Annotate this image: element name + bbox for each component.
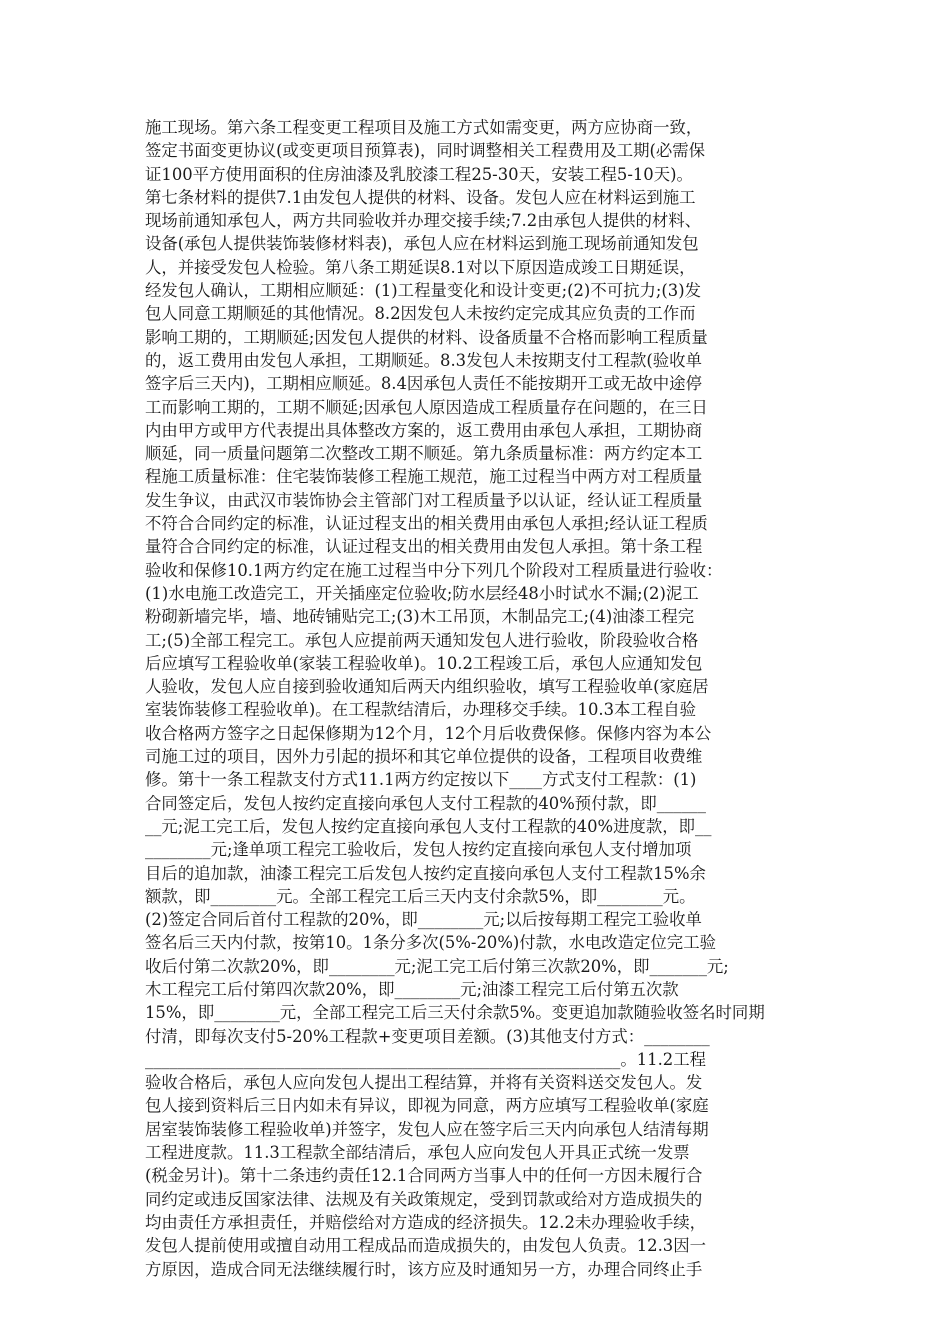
text-line-32: ________元;逢单项工程完工验收后，发包人按约定直接向承包人支付增加项 (145, 840, 692, 860)
text-line-40: 付清，即每次支付5-20%工程款+变更项目差额。(3)其他支付方式：________ (145, 1026, 710, 1046)
text-line-50: 方原因，造成合同无法继续履行时，该方应及时通知另一方，办理合同终止手 (145, 1259, 703, 1279)
text-line-7: 人，并接受发包人检验。第八条工期延误8.1对以下原因造成竣工日期延误， (145, 257, 696, 277)
text-line-13: 工而影响工期的，工期不顺延;因承包人原因造成工程质量存在问题的，在三日 (145, 397, 708, 417)
text-line-49: 发包人提前使用或擅自动用工程成品而造成损失的，由发包人负责。12.3因一 (145, 1236, 706, 1256)
text-line-4: 第七条材料的提供7.1由发包人提供的材料、设备。发包人应在材料运到施工 (145, 187, 696, 207)
text-line-18: 不符合合同约定的标准，认证过程支出的相关费用由承包人承担;经认证工程质 (145, 514, 708, 534)
text-line-42: 验收合格后，承包人应向发包人提出工程结算，并将有关资料送交发包人。发 (145, 1073, 703, 1093)
text-line-11: 的，返工费用由发包人承担，工期顺延。8.3发包人未按期支付工程款(验收单 (145, 350, 702, 370)
text-line-33: 目后的追加款，油漆工程完工后发包人按约定直接向承包人支付工程款15%余 (145, 863, 706, 883)
text-line-28: 司施工过的项目，因外力引起的损坏和其它单位提供的设备，工程项目收费维 (145, 747, 703, 767)
text-line-41: __________________________________________________________。11.2工程 (145, 1049, 706, 1069)
text-line-34: 额款，即________元。全部工程完工后三天内支付余款5%，即________元。 (145, 886, 696, 906)
text-line-15: 顺延，同一质量问题第二次整改工期不顺延。第九条质量标准：两方约定本工 (145, 444, 703, 464)
text-line-10: 影响工期的，工期顺延;因发包人提供的材料、设备质量不合格而影响工程质量 (145, 327, 708, 347)
text-line-24: 后应填写工程验收单(家装工程验收单)。10.2工程竣工后，承包人应通知发包 (145, 653, 703, 673)
text-line-36: 签名后三天内付款，按第10。1条分多次(5%-20%)付款，水电改造定位完工验 (145, 933, 716, 953)
text-line-30: 合同签定后，发包人按约定直接向承包人支付工程款的40%预付款，即______ (145, 793, 706, 813)
text-line-6: 设备(承包人提供装饰装修材料表)，承包人应在材料运到施工现场前通知发包 (145, 234, 699, 254)
text-line-9: 包人同意工期顺延的其他情况。8.2因发包人未按约定完成其应负责的工作而 (145, 304, 696, 324)
text-line-43: 包人接到资料后三日内如未有异议，即视为同意，两方应填写工程验收单(家庭 (145, 1096, 709, 1116)
text-line-8: 经发包人确认，工期相应顺延：(1)工程量变化和设计变更;(2)不可抗力;(3)发 (145, 281, 702, 301)
text-line-17: 发生争议，由武汉市装饰协会主管部门对工程质量予以认证，经认证工程质量 (145, 490, 703, 510)
text-line-20: 验收和保修10.1两方约定在施工过程当中分下列几个阶段对工程质量进行验收： (145, 560, 723, 580)
text-line-37: 收后付第二次款20%，即________元;泥工完工后付第三次款20%，即_______元; (145, 956, 729, 976)
text-line-45: 工程进度款。11.3工程款全部结清后，承包人应向发包人开具正式统一发票 (145, 1143, 690, 1163)
text-line-26: 室装饰装修工程验收单)。在工程款结清后，办理移交手续。10.3本工程自验 (145, 700, 696, 720)
text-line-38: 木工程完工后付第四次款20%，即________元;油漆工程完工后付第五次款 (145, 979, 679, 999)
text-line-5: 现场前通知承包人，两方共同验收并办理交接手续;7.2由承包人提供的材料、 (145, 211, 702, 231)
text-line-31: __元;泥工完工后，发包人按约定直接向承包人支付工程款的40%进度款，即__ (145, 816, 712, 836)
text-line-21: (1)水电施工改造完工，开关插座定位验收;防水层经48小时试水不漏;(2)泥工 (145, 583, 699, 603)
text-line-29: 修。第十一条工程款支付方式11.1两方约定按以下____方式支付工程款：(1) (145, 770, 697, 790)
text-line-39: 15%，即________元，全部工程完工后三天付余款5%。变更追加款随验收签名时同期 (145, 1003, 765, 1023)
text-line-1: 施工现场。第六条工程变更工程项目及施工方式如需变更，两方应协商一致， (145, 118, 703, 137)
text-line-22: 粉砌新墙完毕，墙、地砖铺贴完工;(3)木工吊顶，木制品完工;(4)油漆工程完 (145, 607, 695, 627)
text-line-12: 签字后三天内)，工期相应顺延。8.4因承包人责任不能按期开工或无故中途停 (145, 374, 702, 394)
text-line-19: 量符合合同约定的标准，认证过程支出的相关费用由发包人承担。第十条工程 (145, 537, 703, 557)
text-line-16: 程施工质量标准：住宅装饰装修工程施工规范，施工过程当中两方对工程质量 (145, 467, 703, 487)
document-body (145, 116, 817, 1281)
text-line-14: 内由甲方或甲方代表提出具体整改方案的，返工费用由承包人承担，工期协商 (145, 420, 703, 440)
text-line-2: 签定书面变更协议(或变更项目预算表)，同时调整相关工程费用及工期(必需保 (145, 141, 706, 161)
text-line-47: 同约定或违反国家法律、法规及有关政策规定，受到罚款或给对方造成损失的 (145, 1189, 703, 1209)
text-line-23: 工;(5)全部工程完工。承包人应提前两天通知发包人进行验收，阶段验收合格 (145, 630, 699, 650)
text-line-3: 证100平方使用面积的住房油漆及乳胶漆工程25-30天，安装工程5-10天)。 (145, 164, 693, 184)
text-line-44: 居室装饰装修工程验收单)并签字，发包人应在签字后三天内向承包人结清每期 (145, 1119, 709, 1139)
text-line-25: 人验收，发包人应自接到验收通知后两天内组织验收，填写工程验收单(家庭居 (145, 677, 709, 697)
text-line-27: 收合格两方签字之日起保修期为12个月，12个月后收费保修。保修内容为本公 (145, 723, 712, 743)
text-line-48: 均由责任方承担责任，并赔偿给对方造成的经济损失。12.2未办理验收手续， (145, 1212, 706, 1232)
text-line-35: (2)签定合同后首付工程款的20%，即________元;以后按每期工程完工验收单 (145, 910, 702, 930)
text-line-46: (税金另计)。第十二条违约责任12.1合同两方当事人中的任何一方因未履行合 (145, 1166, 703, 1186)
